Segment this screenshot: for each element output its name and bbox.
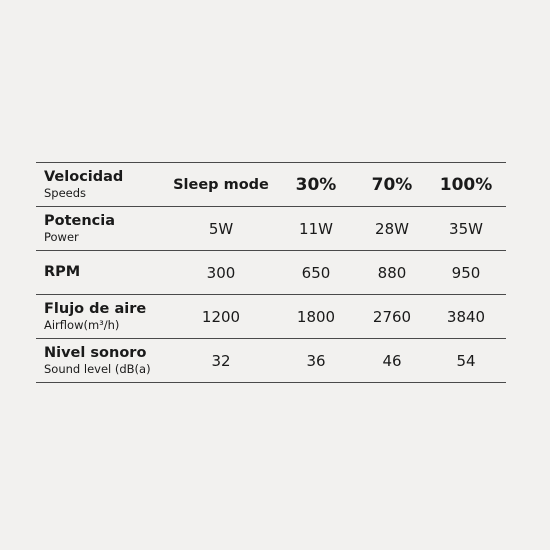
row-label: Potencia bbox=[44, 213, 116, 229]
row-label-cell bbox=[44, 339, 174, 382]
table-cell: 650 bbox=[301, 263, 331, 282]
table-cell: 11W bbox=[299, 219, 333, 238]
row-label-cell bbox=[44, 295, 174, 338]
table-cell: 950 bbox=[451, 263, 481, 282]
column-header-sleep-mode: Sleep mode bbox=[173, 176, 269, 193]
table-cell: 54 bbox=[456, 351, 476, 370]
header-sublabel: Speeds bbox=[44, 186, 87, 200]
header-label-cell bbox=[44, 163, 174, 206]
table-cell: 32 bbox=[211, 351, 231, 370]
row-sublabel: Power bbox=[44, 230, 79, 244]
table-cell: 2760 bbox=[372, 307, 412, 326]
table-cell: 1200 bbox=[201, 307, 241, 326]
table-cell: 3840 bbox=[446, 307, 486, 326]
table-cell: 5W bbox=[208, 219, 234, 238]
table-cell: 300 bbox=[206, 263, 236, 282]
table-row-power bbox=[36, 206, 506, 250]
row-label-cell bbox=[44, 251, 174, 294]
row-label: Flujo de aire bbox=[44, 301, 147, 317]
table-cell: 880 bbox=[377, 263, 407, 282]
table-cell: 28W bbox=[375, 219, 409, 238]
row-sublabel: Sound level (dB(a) bbox=[44, 362, 151, 376]
row-label: RPM bbox=[44, 264, 81, 280]
column-header-30: 30% bbox=[295, 174, 337, 195]
column-header-70: 70% bbox=[371, 174, 413, 195]
header-label: Velocidad bbox=[44, 169, 124, 185]
row-sublabel: Airflow(m³/h) bbox=[44, 318, 120, 332]
table-row-sound-level bbox=[36, 338, 506, 383]
row-label-cell bbox=[44, 207, 174, 250]
table-row-rpm bbox=[36, 250, 506, 294]
specs-table bbox=[36, 162, 506, 383]
table-cell: 36 bbox=[306, 351, 326, 370]
table-cell: 46 bbox=[382, 351, 402, 370]
table-header-row bbox=[36, 162, 506, 206]
table-cell: 1800 bbox=[296, 307, 336, 326]
row-label: Nivel sonoro bbox=[44, 345, 147, 361]
table-cell: 35W bbox=[449, 219, 483, 238]
column-header-100: 100% bbox=[439, 174, 493, 195]
table-row-airflow bbox=[36, 294, 506, 338]
